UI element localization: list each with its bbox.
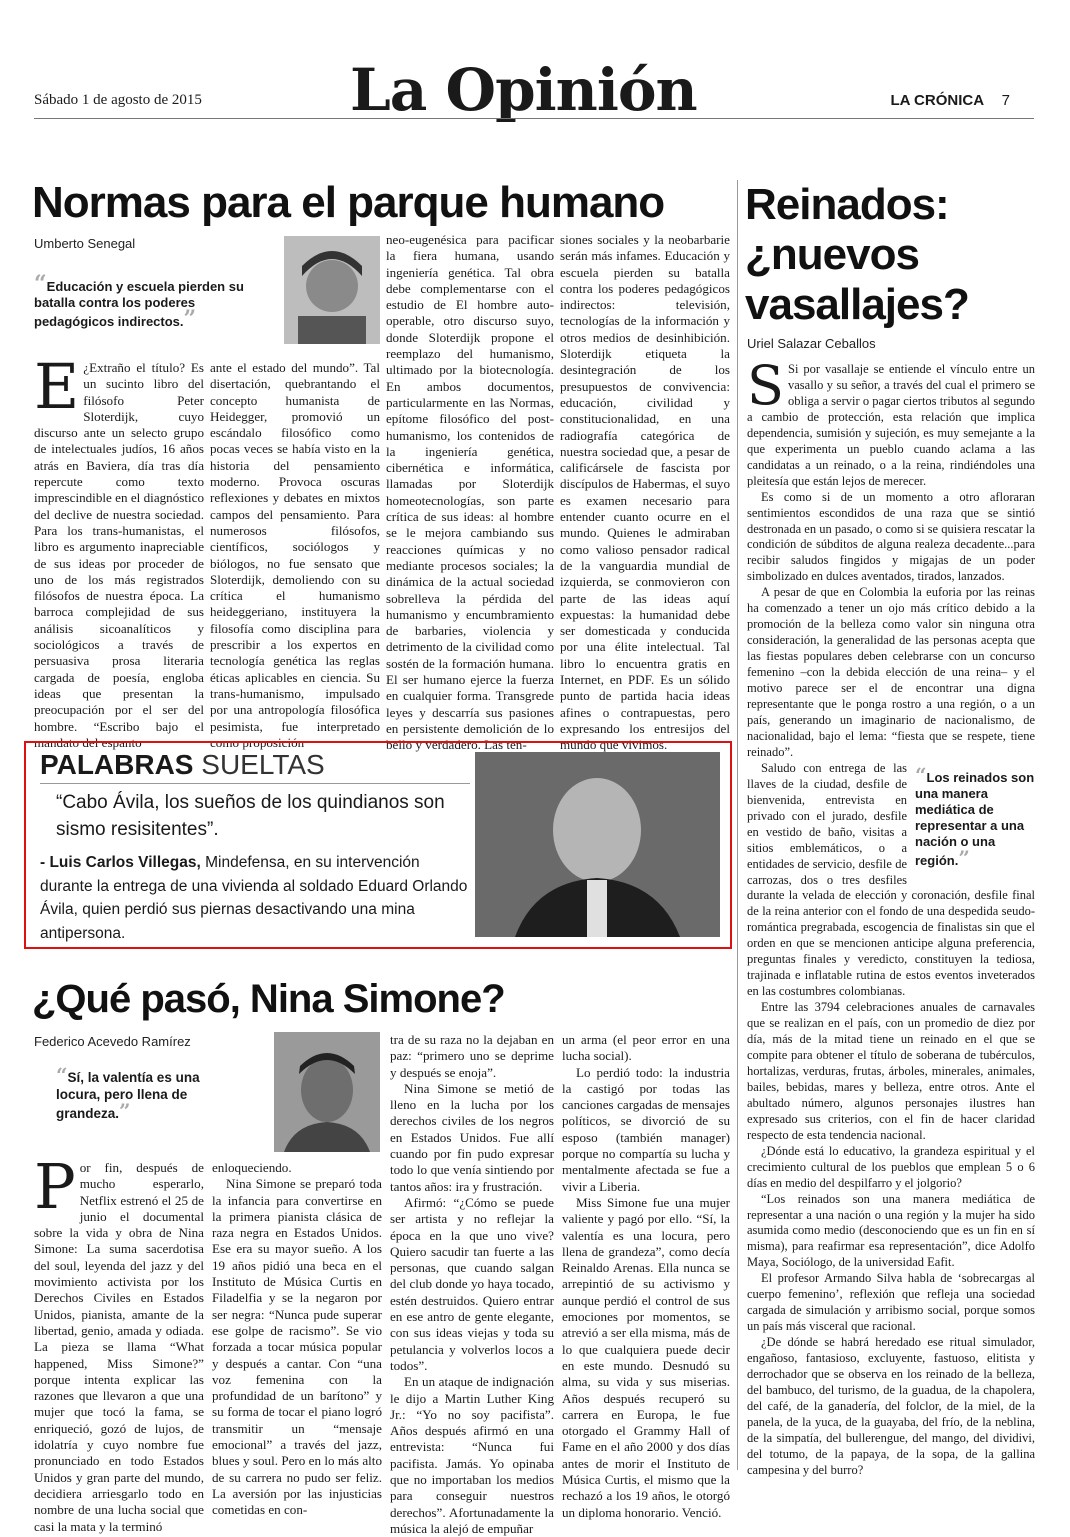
palabras-attribution: [40, 851, 470, 945]
article1-pullquote-text: Educación y escuela pierden su batalla contra los poderes pedagógicos indirectos.: [34, 279, 244, 329]
article3-col3-p1: tra de su raza no la dejaban en paz: “primero uno se deprime y después se enoja”.: [390, 1032, 554, 1080]
article2-paragraph-4-text: Saludo con entrega de las llaves de la ciudad, desfile de bienvenida, entrevista en privado con el jurado, desfile en vestido de baño, visitas a sitios emblemáticos, o a entidades de servicio, desfile de carrozas, dos o tres desfiles durante la velada de elección y coronación, desfile final de la reina anterior con el fondo de una despedida seudo-romántica pregrabada, escogencia de finalistas sin que el orden en que se mencionen anticipe alguna preferencia, preguntas finales y veredicto, constituyen la tediosa, trajinada e inflatable rutina de estos eventos inveterados en las costumbres colombianas.: [747, 760, 1035, 999]
article1-dropcap: E: [34, 350, 80, 423]
article3-col4-p1: un arma (el peor error en una lucha social).: [562, 1032, 730, 1064]
quote-close-icon: ”: [119, 1099, 131, 1123]
article1-col2-text: ante el estado del mundo”. Tal disertación, quebrantando el concepto humanista de Heidegger, promovió un escándalo filosófico como pocas veces se había visto en la historia del pensamiento moderno. Provoca oscuras reflexiones y debates en mixtos campos del pensamiento. Para numerosos filósofos, científicos, sociólogos y biólogos, no fue sensato que Sloterdijk, demoliendo con su crítica el humanismo heideggeriano, instituyera la filosofía como disciplina para prescribir a los expertos en tecnología genética las reglas éticas aplicables en ciencia. Su trans-humanismo, impulsado por una antropología filosófica pesimista, fue interpretado como proposición: [210, 360, 380, 750]
article2-paragraph-5: Entre las 3794 celebraciones anuales de carnavales que se realizan en el país, con un promedio de diez por día, más de la mitad tiene un reinado en el que se compite para obtener el título de soberana de tubérculos, hortalizas, verduras, frutas, árboles, minerales, animales, bailes, bebidas, mares y belleza, entre otros. Ante el abultado número, algunos personajes ilustres han expresado sus criterios, con el fin de hacer claridad respecto de esta tendencia nacional.: [747, 1000, 1035, 1142]
palabras-speaker: - Luis Carlos Villegas,: [40, 854, 201, 871]
article1-col4-text: siones sociales y la neobarbarie serán más infames. Educación y escuela pierden su batalla contra los poderes pedagógicos indirectos: televisión, tecnologías de la información y otros medios de desinhibición. Sloterdijk etiqueta la desintegración de los presupuestos de convivencia: educación, civilidad y constitucionalidad, en una radiografía categórica de nuestra sociedad que, a pesar de calificársele de fascista por discípulos de Habermas, el suyo es examen necesario para entender cuanto ocurre en el mundo. Quienes le admiraban como valioso pensador radical de la vanguardia mundial de izquierda, se conmovieron con parte de las ideas aquí expuestas: la humanidad debe ser domesticada y conducida por una élite intelectual. Tal libro lo encuentra gratis en Internet, en PDF. Es un sólido punto de partida hacia ideas afines o contrapuestas, pero expresando los entresijos del mundo que vivimos.: [560, 232, 730, 753]
article2-dropcap: S: [747, 354, 784, 417]
article3-col2-p2: Nina Simone se preparó toda la infancia para convertirse en la primera pianista clásica de raza negra en Estados Unidos. Ese era su mayor sueño. A los 19 años pidió una beca en el Instituto de Música Curtis en Filadelfia y se la negaron por ser negra: “Nunca pude superar ese golpe de racismo”. Se vio forzada a tocar música popular y después a cantar. Con “una voz femenina con la profundidad de un barítono” y su forma de tocar el piano logró transmitir un “mensaje emocional” a través del jazz, blues y soul. Pero en lo más alto de su carrera no pudo ser feliz. La aversión por las injusticias cometidas en con-: [212, 1176, 382, 1518]
palabras-title-light: SUELTAS: [201, 749, 325, 780]
article2-paragraph-3: A pesar de que en Colombia la euforia por las reinas ha comenzado a tener un ojo más crítico debido a la promoción de la belleza como valor sin ninguna otra consideración, la generalidad de las personas acepta que las fiestas populares deben celebrarse con un concurso femenino –con la debida elección de una reina– y el motivo parece ser el de encontrar una digna representante que le ponga rostro a una región, o a un país, generando un imaginario de nacionalismo, de nacionalidad, bajo el lema: “fiesta que se respete, tiene reinado”.: [747, 585, 1035, 759]
article3-dropcap: P: [34, 1150, 76, 1223]
article2-body: [747, 354, 1035, 1477]
article3-column-2: [212, 1160, 382, 1518]
page-number: 7: [1001, 92, 1010, 109]
article3-byline: Federico Acevedo Ramírez: [34, 1034, 191, 1049]
article2-paragraph-6: ¿Dónde está lo educativo, la grandeza espiritual y el crecimiento cultural de los pueblos que emplean 5 o 6 días en medio del despilfarro y el jolgorio?: [747, 1143, 1035, 1190]
article3-column-1: [34, 1150, 204, 1534]
article2-paragraph-4: [747, 761, 1035, 1000]
quote-close-icon: ”: [183, 306, 197, 332]
palabras-quote: “Cabo Ávila, los sueños de los quindianos son sismo resisitentes”.: [56, 792, 445, 840]
article3-pullquote-text: Sí, la valentía es una locura, pero llena de grandeza.: [56, 1070, 200, 1121]
newspaper-label: LA CRÓNICA: [890, 92, 984, 109]
palabras-speaker-photo: [475, 752, 720, 937]
article2-paragraph-8: El profesor Armando Silva habla de ‘sobrecargas al cuerpo femenino’, reflexión que refleja una sociedad cargada de simulación y arribismo social, porque somos un país más visceral que racional.: [747, 1271, 1035, 1334]
article2-paragraph-2: Es como si de un momento a otro afloraran sentimientos escondidos de una raza que se sintió destronada en un pasado, o como si se quisiera rescatar la condición de súbditos de alguna realeza decadente...para recibir saludos fingidos y migajas de un poder simbolizado en dulces aventados, tirados, lanzados.: [747, 489, 1035, 584]
article2-byline: Uriel Salazar Ceballos: [747, 336, 876, 351]
article2-pullquote: [915, 762, 1035, 870]
quote-close-icon: ”: [958, 845, 970, 870]
article1-byline: Umberto Senegal: [34, 236, 136, 251]
article1-column-1: [34, 350, 204, 750]
article3-col4-p3: Miss Simone fue una mujer valiente y pagó por ello. “Sí, la valentía es una locura, pero llena de grandeza”, como decía Reinaldo Arenas. Ella nunca se arrepintió de su activismo y aunque perdió el control de sus emociones por momentos, se atrevió a ser ella misma, más de lo que cualquiera puede decir en este mundo. Desnudó su alma, su vida y sus miserias. Años después recuperó su carrera en Europa, le fue otorgado el Grammy Hall of Fame en el año 2000 y dos días antes de morir el Instituto de Música Curtis, el mismo que la rechazó a los 19 años, le otorgó un diploma honorario. Venció.: [562, 1194, 730, 1520]
article2-paragraph-9: ¿De dónde se habrá heredado ese ritual simulador, engañoso, fantasioso, excluyente, fastuoso, elitista y derrochador que se observa en los reinado de la belleza, del bambuco, del turismo, de la guadua, de la chapolera, del café, de la ganadería, del folclor, de la miel, de la panela, de la yuca, de la guayaba, del frío, de la neblina, de la simpatía, del bullerengue, del mango, del dividivi, del totumo, de la papaya, de la sopa, de la gallina campesina y del burro?: [747, 1335, 1035, 1477]
quote-open-icon: “: [56, 1063, 68, 1087]
article1-headline: Normas para el parque humano: [32, 178, 665, 227]
article3-col2-p1: enloqueciendo.: [212, 1160, 292, 1175]
quote-open-icon: “: [34, 271, 47, 297]
article1-col3-text: neo-eugenésica para pacificar la fiera humana, usando ingeniería genética. Tal obra debe complementarse con el estudio de El hombre auto-operable, otro discurso suyo, donde Sloterdijk propone el reemplazo del humanismo, ultimado por la biotecnología. En ambos documentos, particularmente en las Normas, epítome filosófico del post-humanismo, los contenidos de la ingeniería genética, cibernética e informática, llamadas por Sloterdijk homeotecnologías, son parte crítica de sus ideas: al hombre se le mejora cambiando sus reacciones químicas y no mediante procesos sociales; la dinámica de la actual sociedad sobrelleva la pérdida del humanismo y encumbramiento de barbaries, violencia y detrimento de la civilidad como sostén de la formación humana. El ser humano ejerce la fuerza en cualquier forma. Transgrede leyes y descarría sus pasiones en persistente demolición de lo bello y verdadero. Las ten-: [386, 232, 554, 753]
article1-author-photo: [284, 236, 380, 344]
quote-open-icon: “: [915, 762, 927, 787]
article3-col4-p2: Lo perdió todo: la industria la castigó por todas las canciones cargadas de mensajes políticos, se divorció de su esposo (también manager) porque no compartía su lucha y mentalmente afectada se fue a vivir a Liberia.: [562, 1064, 730, 1194]
section-title: La Opinión: [350, 56, 697, 124]
article2-paragraph-7: “Los reinados son una manera mediática de representar a una nación o una región y la mujer ha sido asumida como medio (desconociendo que es un fin en sí misma), para reafirmar esa representación”, dice Adolfo Maya, Sociólogo, de la universidad Eafit.: [747, 1191, 1035, 1270]
article1-pullquote: [34, 271, 264, 332]
masthead-rule: [34, 118, 1034, 119]
palabras-attribution-text: Mindefensa, en su intervención durante la entrega de una vivienda al soldado Eduard Orlando Ávila, quien perdió sus piernas desactivando una mina antipersona.: [40, 854, 468, 942]
newspaper-name: [890, 92, 1010, 109]
palabras-sueltas-title: [40, 749, 325, 781]
column-divider: [737, 180, 738, 1470]
palabras-title-rule: [40, 783, 470, 784]
speaker-portrait-icon: [475, 752, 720, 937]
article3-author-photo: [274, 1032, 380, 1152]
article1-column-4: [560, 232, 730, 753]
article3-col3-p2: Nina Simone se metió de lleno en la lucha por los derechos civiles de los negros en Estados Unidos. Fue allí cuando por fin pudo expresar todo lo que venía sintiendo por tantos años: ira y frustración.: [390, 1080, 554, 1194]
issue-date: Sábado 1 de agosto de 2015: [34, 92, 202, 108]
author-portrait-icon: [274, 1032, 380, 1152]
article2-pullquote-text: Los reinados son una manera mediática de representar a una nación o una región.: [915, 769, 1035, 868]
article2-paragraph-1: Si por vasallaje se entiende el vínculo entre un vasallo y su señor, a través del cual el primero se obliga a servir o pagar ciertos tributos al segundo a cambio de protección, esta relación que implica dependencia, sumisión y sujeción, es muy semejante a la que experimenta un pueblo cuando aclama a las candidatas a un reinado, o a la reina, rindiéndoles una pleitesía que están lejos de merecer.: [747, 362, 1035, 488]
article3-column-4: [562, 1032, 730, 1520]
article1-col1-text: ¿Extraño el título? Es un sucinto libro del filósofo Peter Sloterdijk, cuyo discurso ante un selecto grupo de intelectuales judíos, 16 años atrás en Baviera, día tras día repercute como texto imprescindible en el diagnóstico del declive de nuestra sociedad. Para los trans-humanistas, el libro es argumento inapreciable de sus ideas por proceder de uno de los más registrados filósofos de nuestra época. La barroca complejidad de sus análisis sicoanalíticos y sociológicos a través de persuasiva prosa literaria cargada de poesía, engloba ideas que presentan la preocupación por el ser del hombre. “Escribo bajo el mandato del espanto: [34, 360, 204, 750]
article3-pullquote: [56, 1063, 206, 1123]
article1-column-3: [386, 232, 554, 753]
article3-col3-p3: Afirmó: “¿Cómo se puede ser artista y no reflejar la época en la que uno vive? Quiero sacudir tan fuerte a las personas, que cuando salgan del club donde yo haya tocado, estén destruidos. Quiero entrar en ese antro de gente elegante, con sus ideas viejas y toda su petulancia y volverlos locos a todos”.: [390, 1194, 554, 1373]
article3-col3-p4: En un ataque de indignación le dijo a Martin Luther King Jr.: “Yo no soy pacifista”. Años después afirmó en una entrevista: “Nunca fui pacifista. Jamás. Yo opinaba que no importaban los medios para conseguir nuestros derechos”. Afortunadamente la música la alejó de empuñar: [390, 1374, 554, 1536]
article3-column-3: [390, 1032, 554, 1536]
article3-col1-text: or fin, después de mucho esperarlo, Netflix estrenó el 25 de junio el documental sobre la vida y obra de Nina Simone: La suma sacerdotisa del soul, leyenda del jazz y del movimiento activista por los Derechos Civiles en Estados Unidos, pianista, amante de la libertad, genio, amada y odiada. La pieza se llama “What happened, Miss Simone?” porque intenta explicar las razones que llevaron a que una mujer que tocó la fama, se enriqueció, gozó de lujos, de idolatría y cuyo nombre fue pronunciado en todo Estados Unidos y gran parte del mundo, decidiera arriesgarlo todo en nombre de una lucha social que casi la mata y la terminó: [34, 1160, 204, 1534]
palabras-title-bold: PALABRAS: [40, 749, 194, 780]
article3-headline: ¿Qué pasó, Nina Simone?: [32, 977, 505, 1021]
article2-headline: Reinados: ¿nuevos vasallajes?: [745, 180, 969, 329]
article1-column-2: [210, 360, 380, 750]
author-portrait-icon: [284, 236, 380, 344]
